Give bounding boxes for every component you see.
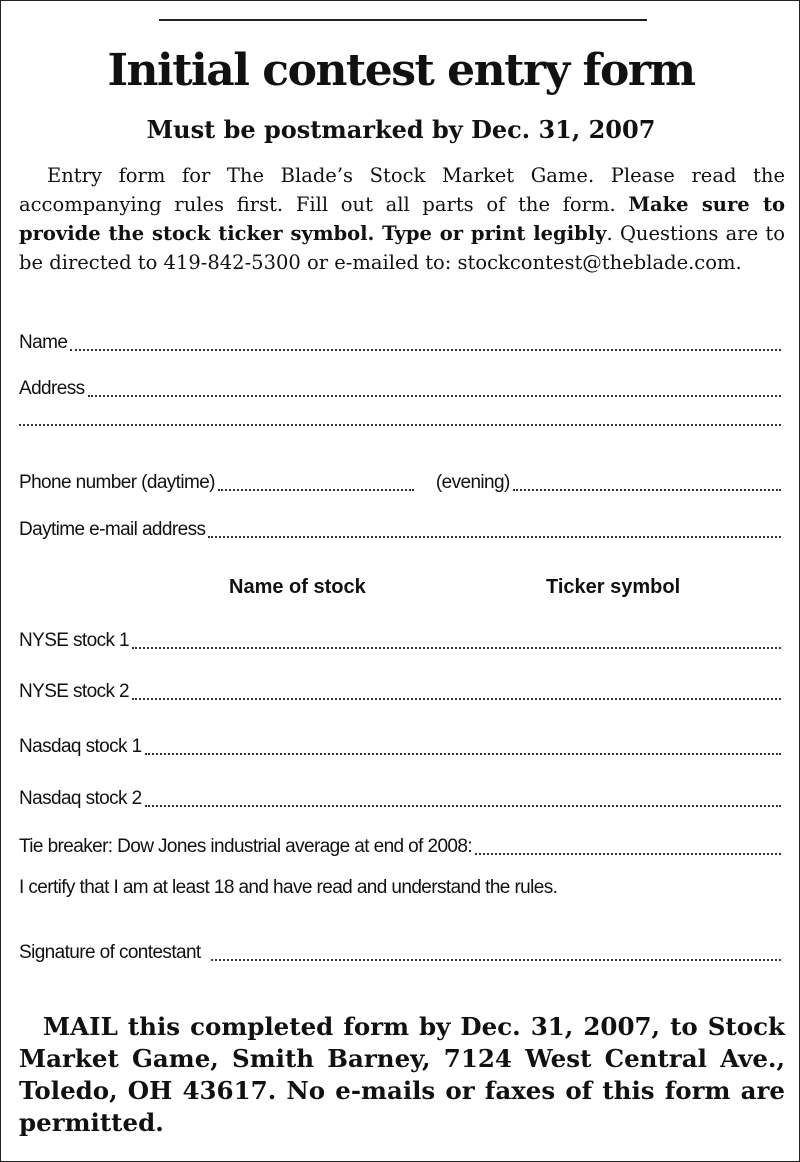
phone-daytime-line[interactable]: [218, 489, 414, 491]
signature-field[interactable]: [19, 940, 781, 966]
nasdaq-stock-2-label: Nasdaq stock 2: [19, 788, 142, 809]
nyse-stock-2-field[interactable]: [19, 679, 781, 705]
top-rule: [159, 19, 647, 21]
intro-text-1: Entry form for The Blade’s Stock Market Game. Please read the accompanying rules first. Fill out all parts of the form.: [19, 164, 785, 216]
nyse-stock-1-line[interactable]: [132, 647, 781, 649]
nasdaq-stock-2-field[interactable]: [19, 786, 781, 812]
nyse-stock-2-label: NYSE stock 2: [19, 681, 130, 702]
tie-breaker-field[interactable]: [19, 834, 781, 860]
phone-evening-line[interactable]: [513, 489, 781, 491]
ticker-column-heading: Ticker symbol: [546, 576, 681, 598]
form-subtitle: Must be postmarked by Dec. 31, 2007: [146, 115, 656, 144]
phone-daytime-label: Phone number (daytime): [19, 472, 215, 493]
phone-field[interactable]: [19, 470, 781, 496]
stock-column-heading: Name of stock: [229, 576, 366, 598]
tie-breaker-line[interactable]: [475, 853, 781, 855]
signature-line[interactable]: [211, 959, 781, 961]
certify-statement: I certify that I am at least 18 and have read and understand the rules.: [19, 877, 558, 898]
nyse-stock-2-line[interactable]: [132, 698, 781, 700]
address-field[interactable]: [19, 376, 781, 402]
email-line[interactable]: [208, 536, 781, 538]
tie-breaker-label: Tie breaker: Dow Jones industrial average at end of 2008:: [19, 836, 473, 857]
nasdaq-stock-1-field[interactable]: [19, 734, 781, 760]
nyse-stock-1-field[interactable]: [19, 628, 781, 654]
intro-text-2: . Questions are to be directed to 419-842-5300 or e-mailed to: stockcontest@theblade.com.: [19, 222, 785, 274]
signature-label: Signature of contestant: [19, 942, 201, 963]
name-field[interactable]: [19, 330, 781, 356]
intro-bold-text: Make sure to provide the stock ticker symbol. Type or print legibly: [19, 193, 785, 245]
address-label: Address: [19, 378, 85, 399]
name-line[interactable]: [70, 349, 781, 351]
mail-instructions: MAIL this completed form by Dec. 31, 2007, to Stock Market Game, Smith Barney, 7124 West Central Ave., Toledo, OH 43617. No e-mails or faxes of this form are permitted.: [19, 1012, 785, 1137]
form-title: Initial contest entry form: [107, 45, 695, 96]
address-line-2[interactable]: [19, 424, 781, 426]
address-line-2-field[interactable]: [19, 424, 781, 431]
nyse-stock-1-label: NYSE stock 1: [19, 630, 130, 651]
intro-paragraph: [19, 161, 785, 277]
phone-evening-label: (evening): [435, 472, 510, 493]
address-line-1[interactable]: [88, 395, 781, 397]
nasdaq-stock-2-line[interactable]: [145, 805, 781, 807]
name-label: Name: [19, 332, 68, 353]
email-label: Daytime e-mail address: [19, 519, 206, 540]
nasdaq-stock-1-label: Nasdaq stock 1: [19, 736, 142, 757]
email-field[interactable]: [19, 517, 781, 543]
nasdaq-stock-1-line[interactable]: [145, 753, 781, 755]
